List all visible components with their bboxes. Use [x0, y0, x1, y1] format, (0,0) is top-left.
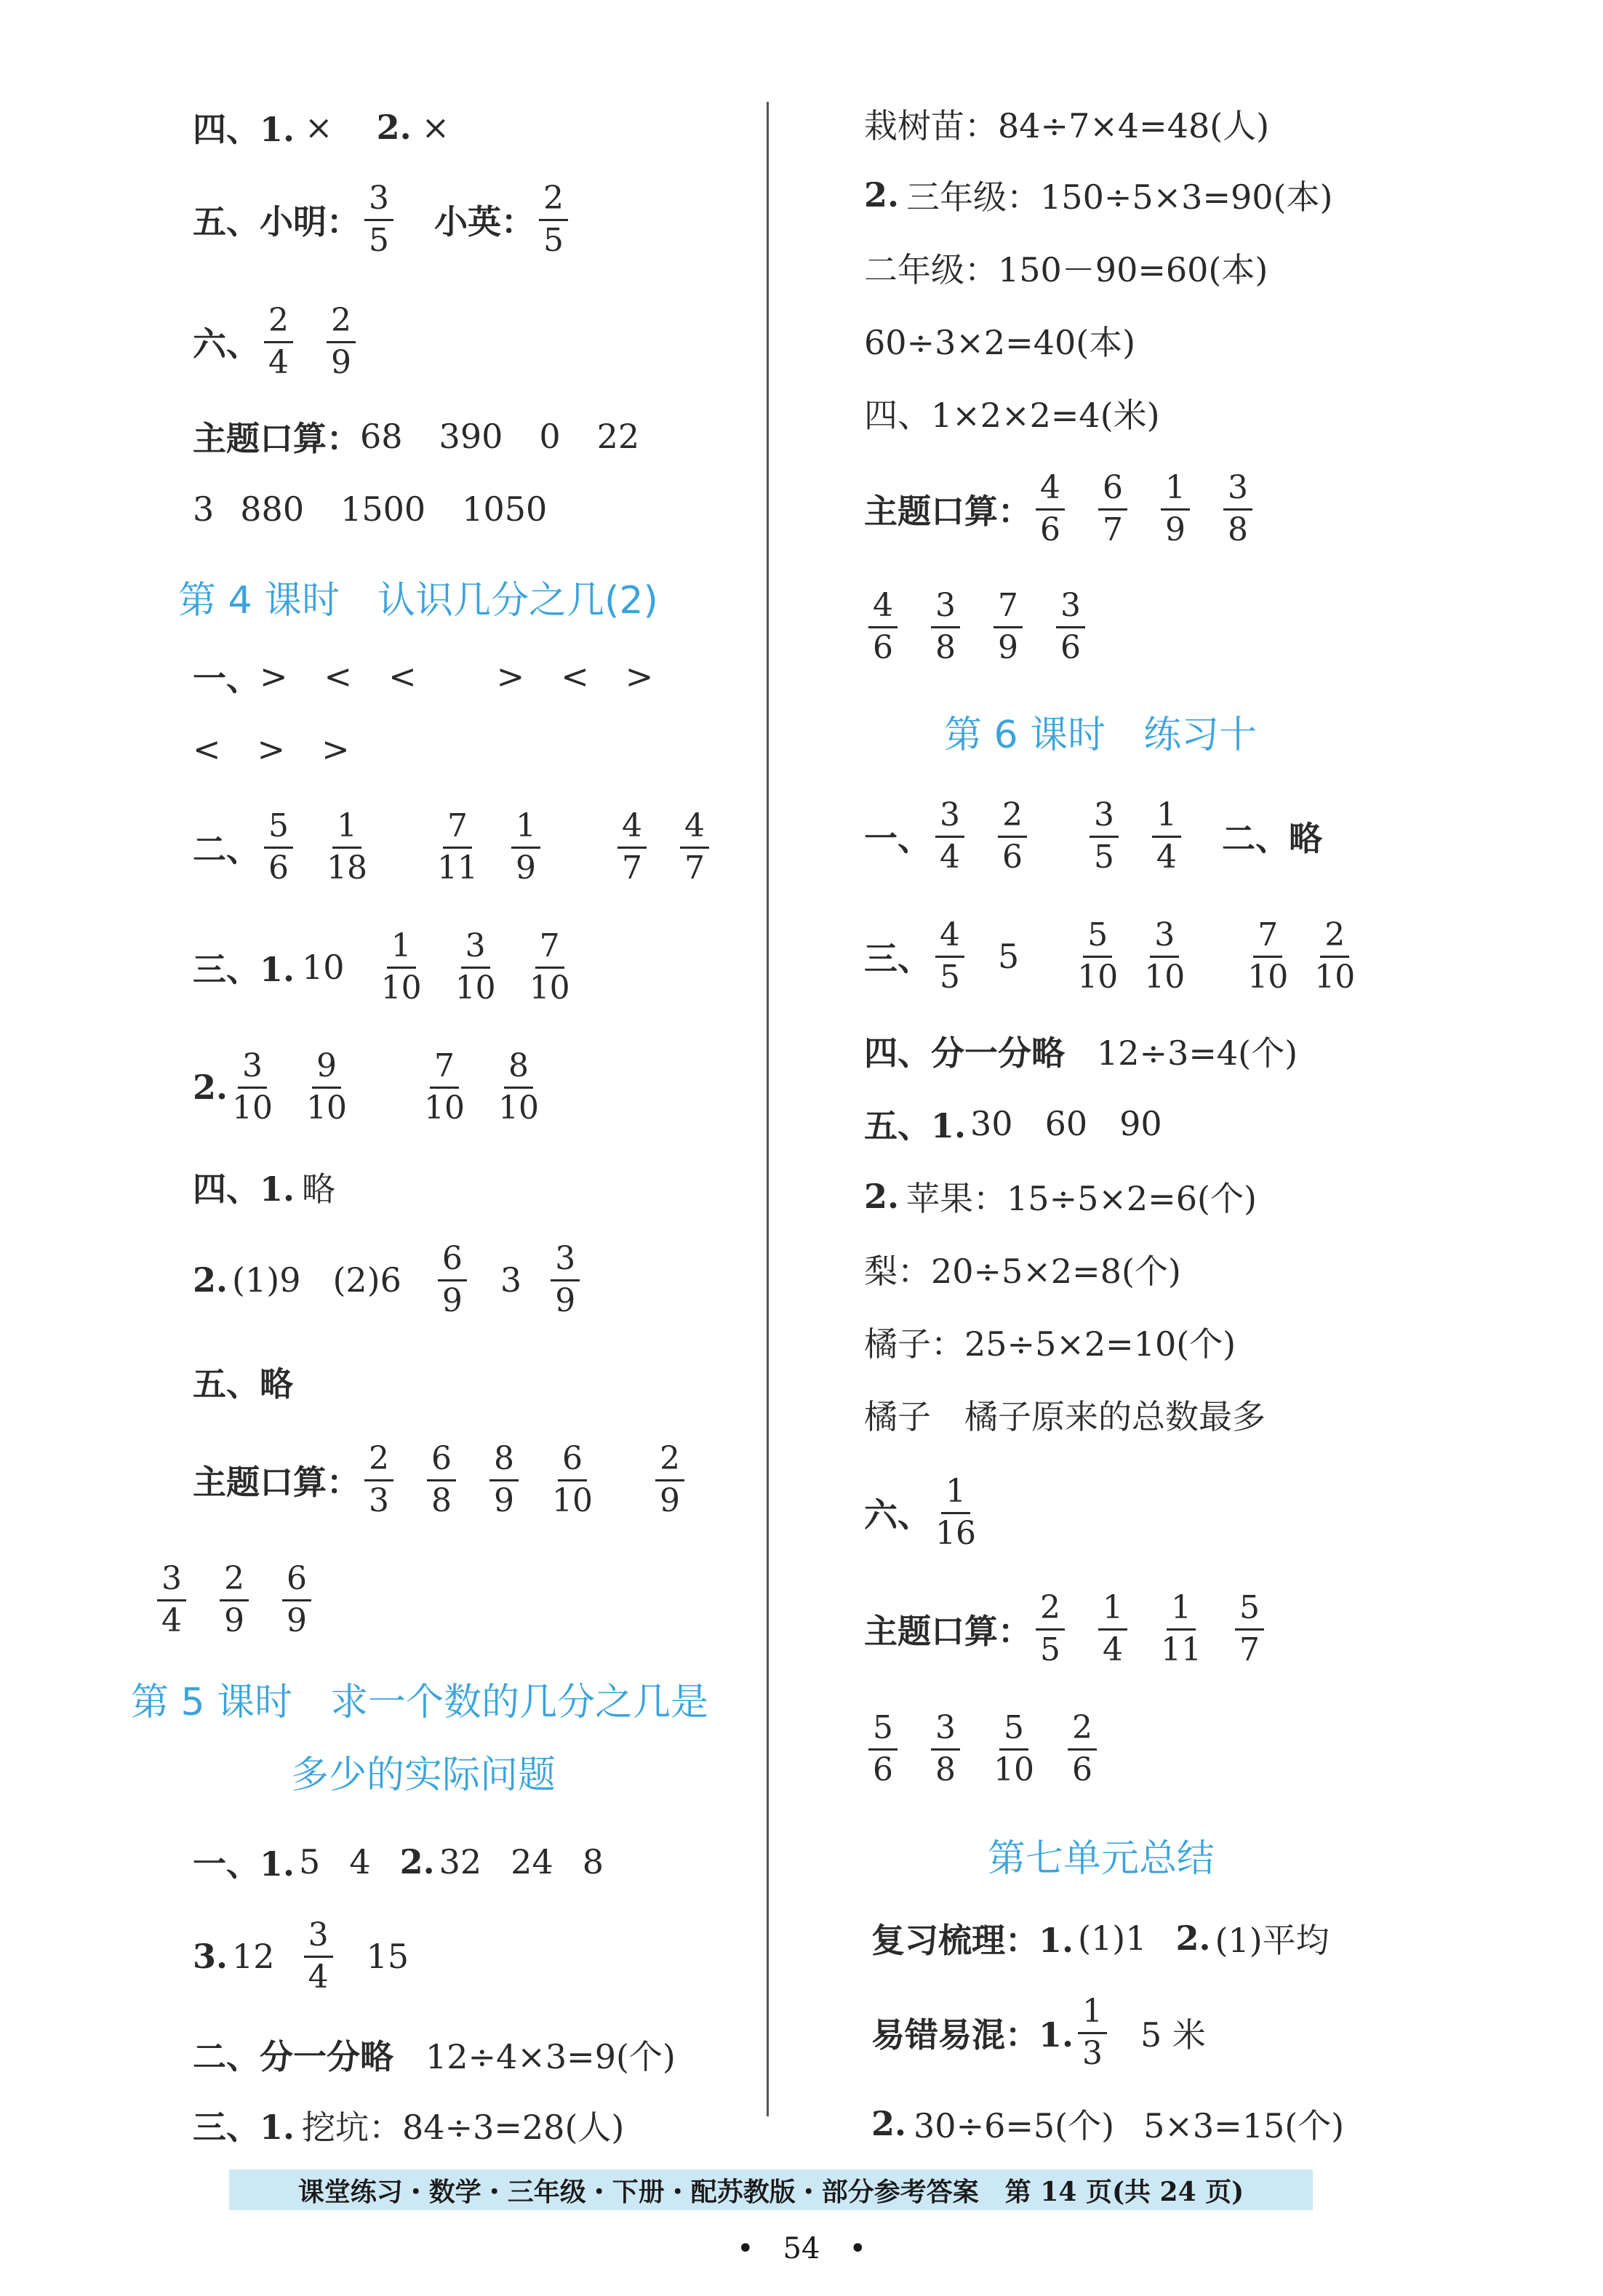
answer-line: 二、 $\frac{5}{6}$ $\frac{1}{18}$ $\frac{7}{11}$ $\frac{1}{9}$ $\frac{4}{7}$ $\frac{4}{7}$	[193, 818, 713, 876]
fraction: $\frac{5}{6}$	[868, 1711, 898, 1786]
answer-line: 橘子：25÷5×2=10(个)	[864, 1324, 1236, 1364]
fraction: $\frac{3}{6}$	[1056, 589, 1085, 664]
answer-line: 四、1. × 2. ×	[193, 108, 450, 149]
fraction: $\frac{3}{8}$	[931, 589, 960, 664]
fraction: $\frac{3}{10}$	[455, 927, 496, 1007]
fraction: $\frac{1}{3}$	[1078, 1995, 1107, 2070]
answer-line: 五、略	[193, 1364, 293, 1404]
section-heading: 第 6 课时 练习十	[944, 713, 1258, 757]
answer-line: 2. 30÷6=5(个) 5×3=15(个)	[871, 2104, 1345, 2145]
fraction: $\frac{4}{7}$	[617, 809, 647, 884]
answer-line: 主题口算： $\frac{4}{6}$ $\frac{6}{7}$ $\frac{1}{9}$ $\frac{3}{8}$	[864, 480, 1257, 538]
answer-line: 主题口算： $\frac{2}{3}$ $\frac{6}{8}$ $\frac{8}{9}$ $\frac{6}{10}$ $\frac{2}{9}$	[193, 1451, 689, 1509]
answer-line: 主题口算： 68 390 0 22	[193, 417, 640, 458]
fraction: $\frac{5}{10}$	[1077, 916, 1119, 996]
fraction: $\frac{1}{4}$	[1098, 1591, 1127, 1666]
fraction: $\frac{5}{7}$	[1235, 1591, 1264, 1666]
answer-line	[864, 1709, 1101, 1788]
answer-line: 三、1. 挖坑：84÷3=28(人)	[193, 2108, 625, 2147]
fraction: $\frac{3}{4}$	[304, 1919, 333, 1993]
fraction: $\frac{6}{9}$	[282, 1562, 311, 1637]
fraction: $\frac{1}{18}$	[327, 807, 367, 887]
section-heading: 第七单元总结	[988, 1836, 1215, 1881]
fraction: $\frac{7}{10}$	[424, 1047, 465, 1127]
fraction: $\frac{2}{5}$	[1036, 1591, 1065, 1666]
fraction: $\frac{5}{10}$	[994, 1709, 1034, 1788]
section-heading-continued: 多少的实际问题	[291, 1753, 556, 1797]
answer-line: 四、分一分略 12÷3=4(个)	[864, 1033, 1298, 1073]
answer-line: 3. 12 $\frac{3}{4}$ 15	[193, 1916, 409, 1996]
answer-line: 复习梳理：1. (1)1 2. (1)平均	[871, 1919, 1330, 1960]
fraction: $\frac{7}{10}$	[529, 927, 570, 1007]
answer-line: < > >	[193, 729, 350, 769]
fraction: $\frac{2}{5}$	[539, 182, 568, 257]
answer-line: 二年级：150－90=60(本)	[864, 250, 1268, 289]
fraction: $\frac{6}{8}$	[427, 1442, 456, 1517]
answer-line	[153, 1560, 316, 1639]
answer-line: 二、分一分略 12÷4×3=9(个)	[193, 2037, 676, 2076]
answer-line: 五、1. 30 60 90	[864, 1104, 1162, 1145]
answer-line: 橘子 橘子原来的总数最多	[864, 1397, 1266, 1436]
fraction: $\frac{4}{7}$	[680, 809, 709, 884]
fraction: $\frac{3}{8}$	[931, 1711, 960, 1786]
fraction: $\frac{7}{11}$	[437, 807, 478, 887]
fraction: $\frac{3}{8}$	[1223, 471, 1252, 546]
fraction: $\frac{1}{11}$	[1161, 1589, 1202, 1668]
fraction: $\frac{3}{10}$	[1144, 916, 1186, 996]
answer-line: 三、 $\frac{4}{5}$ 5 $\frac{5}{10}$ $\frac{3}{10}$ $\frac{7}{10}$ $\frac{2}{10}$	[864, 916, 1356, 996]
answer-line: 2. (1)9 (2)6 $\frac{6}{9}$ 3 $\frac{3}{9}$	[193, 1251, 584, 1309]
fraction: $\frac{3}{4}$	[157, 1562, 186, 1637]
fraction: $\frac{1}{4}$	[1152, 799, 1181, 873]
fraction: $\frac{2}{9}$	[220, 1562, 249, 1637]
section-heading: 第 4 课时 认识几分之几(2)	[178, 578, 658, 623]
answer-line: 易错易混：1. $\frac{1}{3}$ 5 米	[871, 1993, 1206, 2072]
fraction: $\frac{4}{6}$	[868, 589, 898, 664]
fraction: $\frac{2}{9}$	[327, 304, 356, 379]
fraction: $\frac{1}{10}$	[380, 927, 422, 1007]
fraction: $\frac{8}{9}$	[489, 1442, 519, 1517]
section-heading: 第 5 课时 求一个数的几分之几是	[131, 1680, 709, 1724]
fraction: $\frac{6}{9}$	[438, 1242, 467, 1317]
answer-line: 2. $\frac{3}{10}$ $\frac{9}{10}$ $\frac{7}{10}$ $\frac{8}{10}$	[193, 1047, 540, 1127]
fraction: $\frac{9}{10}$	[306, 1047, 348, 1127]
fraction: $\frac{3}{9}$	[551, 1242, 580, 1317]
fraction: $\frac{8}{10}$	[498, 1047, 540, 1127]
answer-line: 3 880 1500 1050	[193, 489, 548, 529]
answer-line: 六、 $\frac{1}{16}$	[864, 1473, 976, 1552]
answer-line: 栽树苗：84÷7×4=48(人)	[864, 106, 1270, 145]
fraction: $\frac{7}{10}$	[1247, 916, 1289, 996]
fraction: $\frac{6}{7}$	[1098, 471, 1127, 546]
answer-line	[864, 587, 1090, 666]
fraction: $\frac{7}{9}$	[994, 589, 1023, 664]
fraction: $\frac{3}{5}$	[1090, 799, 1119, 873]
fraction: $\frac{2}{6}$	[998, 799, 1027, 873]
answer-line: 一、 > < < > < >	[193, 657, 654, 698]
answer-line: 三、1. 10 $\frac{1}{10}$ $\frac{3}{10}$ $\frac{7}{10}$	[193, 927, 570, 1007]
answer-line: 一、 $\frac{3}{4}$ $\frac{2}{6}$ $\frac{3}{5}$ $\frac{1}{4}$ 二、略	[864, 796, 1322, 876]
answer-line: 主题口算： $\frac{2}{5}$ $\frac{1}{4}$ $\frac{1}{11}$ $\frac{5}{7}$	[864, 1600, 1268, 1658]
answer-line: 六、 $\frac{2}{4}$ $\frac{2}{9}$	[193, 313, 360, 371]
fraction: $\frac{2}{3}$	[364, 1442, 393, 1517]
fraction: $\frac{1}{16}$	[935, 1473, 976, 1552]
answer-line: 60÷3×2=40(本)	[864, 323, 1136, 362]
page-footer: 课堂练习・数学・三年级・下册・配苏教版・部分参考答案 第 14 页(共 24 页)	[229, 2169, 1313, 2210]
answer-line: 梨：20÷5×2=8(个)	[864, 1252, 1181, 1291]
fraction: $\frac{1}{9}$	[1161, 471, 1190, 546]
fraction: $\frac{2}{4}$	[264, 304, 293, 379]
fraction: $\frac{3}{5}$	[364, 182, 393, 257]
fraction: $\frac{5}{6}$	[264, 809, 293, 884]
answer-line: 一、1. 5 4 2. 32 24 8	[193, 1842, 604, 1884]
fraction: $\frac{2}{6}$	[1068, 1711, 1097, 1786]
answer-line: 四、1×2×2=4(米)	[864, 396, 1160, 435]
fraction: $\frac{3}{4}$	[935, 799, 964, 873]
fraction: $\frac{6}{10}$	[552, 1440, 593, 1519]
page-number: • 54 •	[736, 2232, 867, 2265]
fraction: $\frac{1}{9}$	[511, 809, 540, 884]
fraction: $\frac{4}{6}$	[1036, 471, 1065, 546]
column-divider	[767, 102, 769, 2116]
fraction: $\frac{4}{5}$	[935, 919, 964, 993]
fraction: $\frac{2}{10}$	[1314, 916, 1356, 996]
answer-line: 2. 苹果：15÷5×2=6(个)	[864, 1177, 1257, 1218]
fraction: $\frac{3}{10}$	[232, 1047, 273, 1127]
answer-line: 五、小明： $\frac{3}{5}$ 小英： $\frac{2}{5}$	[193, 191, 572, 249]
fraction: $\frac{2}{9}$	[655, 1442, 684, 1517]
answer-line: 2. 三年级：150÷5×3=90(本)	[864, 175, 1333, 217]
answer-line: 四、1. 略	[193, 1169, 336, 1209]
